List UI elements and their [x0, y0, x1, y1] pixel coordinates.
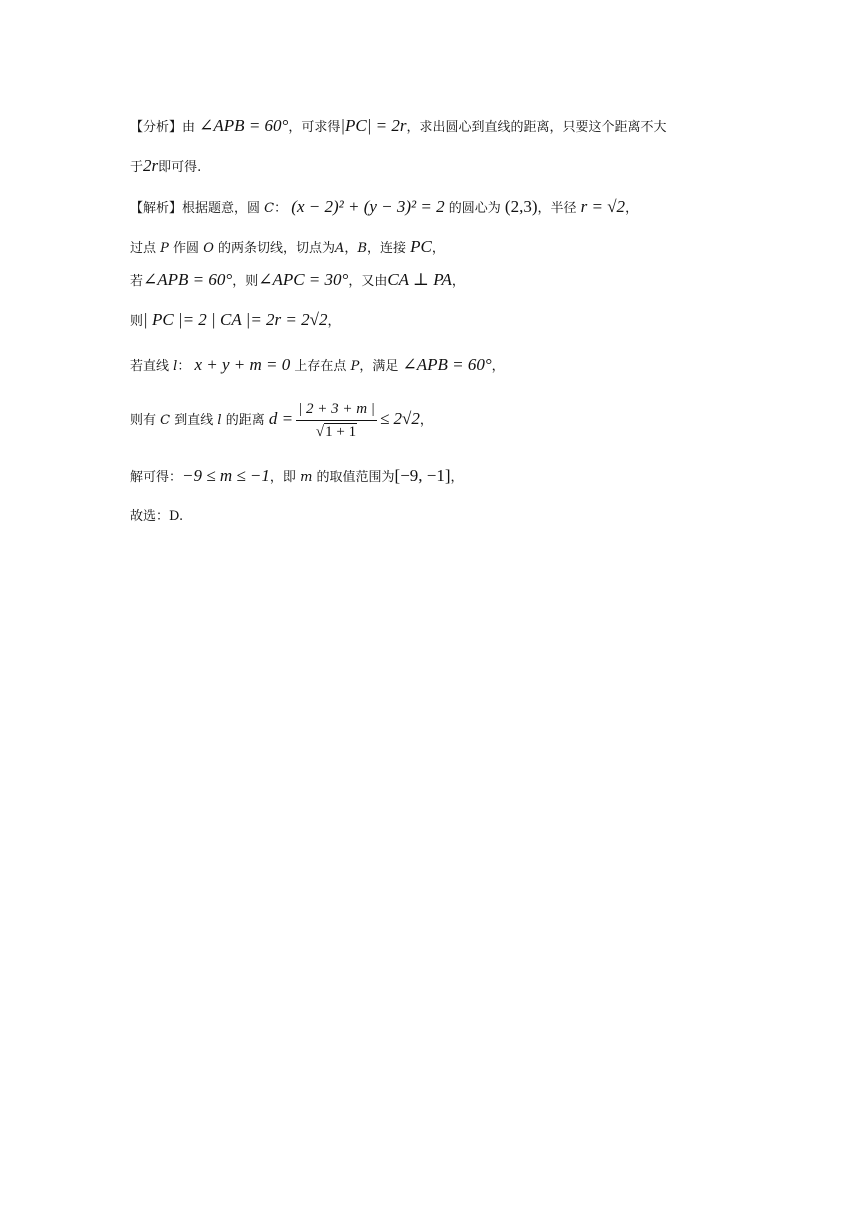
solution-text: 的两条切线，切点为	[218, 241, 336, 256]
point-b: B	[357, 241, 367, 256]
solution-text: ，	[491, 359, 505, 374]
analysis-text-1: 由	[182, 120, 196, 135]
solution-text: 的距离	[225, 413, 265, 428]
circle-name: C	[264, 201, 275, 216]
solution-text: ，	[419, 413, 433, 428]
solution-text: 作圆	[173, 241, 200, 256]
circle-equation: (x − 2)² + (y − 3)² = 2	[291, 197, 445, 216]
circle-o: O	[203, 241, 214, 256]
solution-text: ：	[177, 359, 191, 374]
solution-line-7	[130, 466, 464, 488]
solution-text: ，	[625, 201, 639, 216]
solution-text: 到直线	[174, 413, 214, 428]
distance-fraction	[296, 399, 377, 442]
solution-line-3	[130, 270, 465, 292]
solution-line-2	[130, 237, 445, 259]
solution-line-4	[130, 310, 340, 332]
analysis-text-4: 即可得.	[158, 160, 202, 175]
circle-center: (2,3)	[504, 197, 538, 216]
segment-pc: PC	[410, 237, 432, 256]
solution-text: ，满足	[359, 359, 399, 374]
final-answer: 故选：D.	[130, 509, 184, 524]
solution-line-1	[130, 197, 638, 219]
solution-text: ，连接	[367, 241, 407, 256]
solution-text: ，则	[232, 274, 259, 289]
analysis-angle-formula: ∠APB = 60°	[199, 116, 289, 135]
solution-text: 若直线	[130, 359, 170, 374]
variable-m: m	[300, 470, 313, 485]
solution-line-6	[130, 398, 433, 442]
solution-text: 的圆心为	[448, 201, 501, 216]
analysis-pc-formula: |PC| = 2r	[340, 116, 407, 135]
solution-text: 的取值范围为	[316, 470, 395, 485]
solution-text: 解可得：	[130, 470, 183, 485]
formula-angle-apb: ∠APB = 60°	[402, 355, 492, 374]
point-p: P	[160, 241, 169, 256]
formula-angle-apb: ∠APB = 60°	[143, 270, 233, 289]
analysis-line-1	[130, 116, 667, 138]
formula-m-range: −9 ≤ m ≤ −1	[182, 466, 270, 485]
solution-text: ，又由	[348, 274, 388, 289]
solution-text: 根据题意，圆	[182, 201, 261, 216]
formula-perpendicular: CA ⊥ PA	[387, 270, 452, 289]
solution-text: ，	[451, 274, 465, 289]
formula-line-equation: x + y + m = 0	[194, 355, 291, 374]
line-l: l	[217, 413, 222, 428]
solution-text: ，	[327, 314, 341, 329]
fraction-radicand: 1 + 1	[325, 424, 357, 440]
solution-text: ，	[450, 470, 464, 485]
circle-name: C	[160, 413, 171, 428]
fraction-numerator: | 2 + 3 + m |	[296, 399, 377, 421]
line-l: l	[173, 359, 178, 374]
solution-text: 则	[130, 314, 144, 329]
circle-radius: r = √2	[580, 197, 626, 216]
distance-d: d =	[268, 409, 294, 428]
analysis-text-2: ，可求得	[288, 120, 341, 135]
formula-pc-length: | PC |= 2 | CA |= 2r = 2√2	[143, 310, 328, 329]
solution-text: 若	[130, 274, 144, 289]
solution-text: ：	[274, 201, 288, 216]
solution-line-8	[130, 507, 183, 527]
distance-bound: ≤ 2√2	[379, 409, 420, 428]
solution-tag: 【解析】	[130, 201, 183, 216]
solution-text: ，	[344, 241, 358, 256]
point-a: A	[335, 241, 345, 256]
solution-text: ，	[431, 241, 445, 256]
solution-text: ，半径	[537, 201, 577, 216]
interval-answer: [−9, −1]	[394, 466, 451, 485]
analysis-line-2: 于2r即可得.	[130, 156, 202, 175]
point-p: P	[350, 359, 360, 374]
solution-text: ，即	[269, 470, 296, 485]
solution-text: 上存在点	[294, 359, 347, 374]
analysis-2r-formula: 2r	[143, 156, 159, 175]
analysis-text-3: ，求出圆心到直线的距离，只要这个距离不大	[406, 120, 667, 135]
formula-angle-apc: ∠APC = 30°	[258, 270, 349, 289]
solution-text: 过点	[130, 241, 157, 256]
analysis-tag: 【分析】	[130, 120, 183, 135]
solution-text: 则有	[130, 413, 157, 428]
solution-line-5	[130, 355, 505, 377]
fraction-denominator: √1 + 1	[315, 424, 357, 440]
